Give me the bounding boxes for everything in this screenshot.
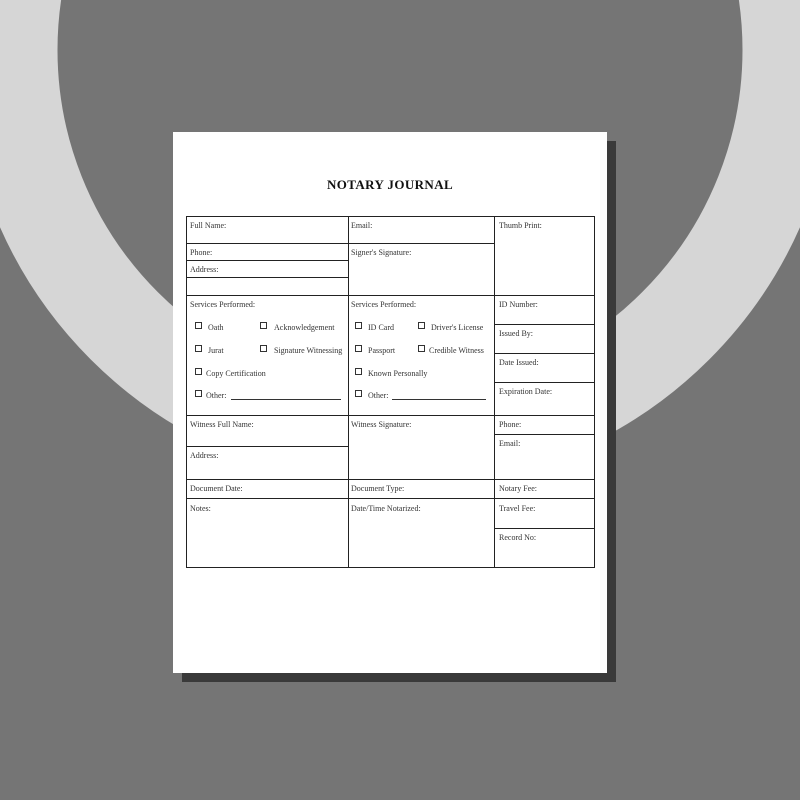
- id-card-checkbox[interactable]: [355, 322, 362, 329]
- notary-fee-label: Notary Fee:: [499, 484, 537, 493]
- signature-witnessing-label: Signature Witnessing: [274, 346, 343, 355]
- signers-signature-label: Signer's Signature:: [351, 248, 412, 257]
- witness-phone-label: Phone:: [499, 420, 522, 429]
- travel-fee-label: Travel Fee:: [499, 504, 536, 513]
- services-performed-label: Services Performed:: [190, 300, 256, 309]
- issued-by-label: Issued By:: [499, 329, 533, 338]
- known-personally-checkbox[interactable]: [355, 368, 362, 375]
- witness-email-label: Email:: [499, 439, 521, 448]
- drivers-license-checkbox[interactable]: [418, 322, 425, 329]
- oath-label: Oath: [208, 323, 224, 332]
- email-label: Email:: [351, 221, 373, 230]
- date-issued-label: Date Issued:: [499, 358, 539, 367]
- phone-label: Phone:: [190, 248, 213, 257]
- oath-checkbox[interactable]: [195, 322, 202, 329]
- services-other-line[interactable]: [231, 399, 341, 400]
- id-other-checkbox[interactable]: [355, 390, 362, 397]
- acknowledgement-label: Acknowledgement: [274, 323, 335, 332]
- document-type-label: Document Type:: [351, 484, 405, 493]
- credible-witness-label: Credible Witness: [429, 346, 484, 355]
- witness-signature-label: Witness Signature:: [351, 420, 412, 429]
- jurat-checkbox[interactable]: [195, 345, 202, 352]
- jurat-label: Jurat: [208, 346, 224, 355]
- services-other-checkbox[interactable]: [195, 390, 202, 397]
- full-name-label: Full Name:: [190, 221, 227, 230]
- signature-witnessing-checkbox[interactable]: [260, 345, 267, 352]
- witness-full-name-label: Witness Full Name:: [190, 420, 254, 429]
- services-other-label: Other:: [206, 391, 227, 400]
- id-other-label: Other:: [368, 391, 389, 400]
- drivers-license-label: Driver's License: [431, 323, 484, 332]
- passport-checkbox[interactable]: [355, 345, 362, 352]
- id-other-line[interactable]: [392, 399, 486, 400]
- id-number-label: ID Number:: [499, 300, 538, 309]
- record-no-label: Record No:: [499, 533, 537, 542]
- services-performed-label-2: Services Performed:: [351, 300, 417, 309]
- expiration-date-label: Expiration Date:: [499, 387, 553, 396]
- document-date-label: Document Date:: [190, 484, 243, 493]
- passport-label: Passport: [368, 346, 396, 355]
- thumb-print-label: Thumb Print:: [499, 221, 542, 230]
- acknowledgement-checkbox[interactable]: [260, 322, 267, 329]
- id-card-label: ID Card: [368, 323, 394, 332]
- credible-witness-checkbox[interactable]: [418, 345, 425, 352]
- address-label: Address:: [190, 265, 219, 274]
- journal-page: [173, 132, 607, 673]
- copy-certification-label: Copy Certification: [206, 369, 266, 378]
- witness-address-label: Address:: [190, 451, 219, 460]
- date-time-notarized-label: Date/Time Notarized:: [351, 504, 421, 513]
- copy-certification-checkbox[interactable]: [195, 368, 202, 375]
- known-personally-label: Known Personally: [368, 369, 428, 378]
- notes-label: Notes:: [190, 504, 211, 513]
- page-title: NOTARY JOURNAL: [326, 177, 454, 192]
